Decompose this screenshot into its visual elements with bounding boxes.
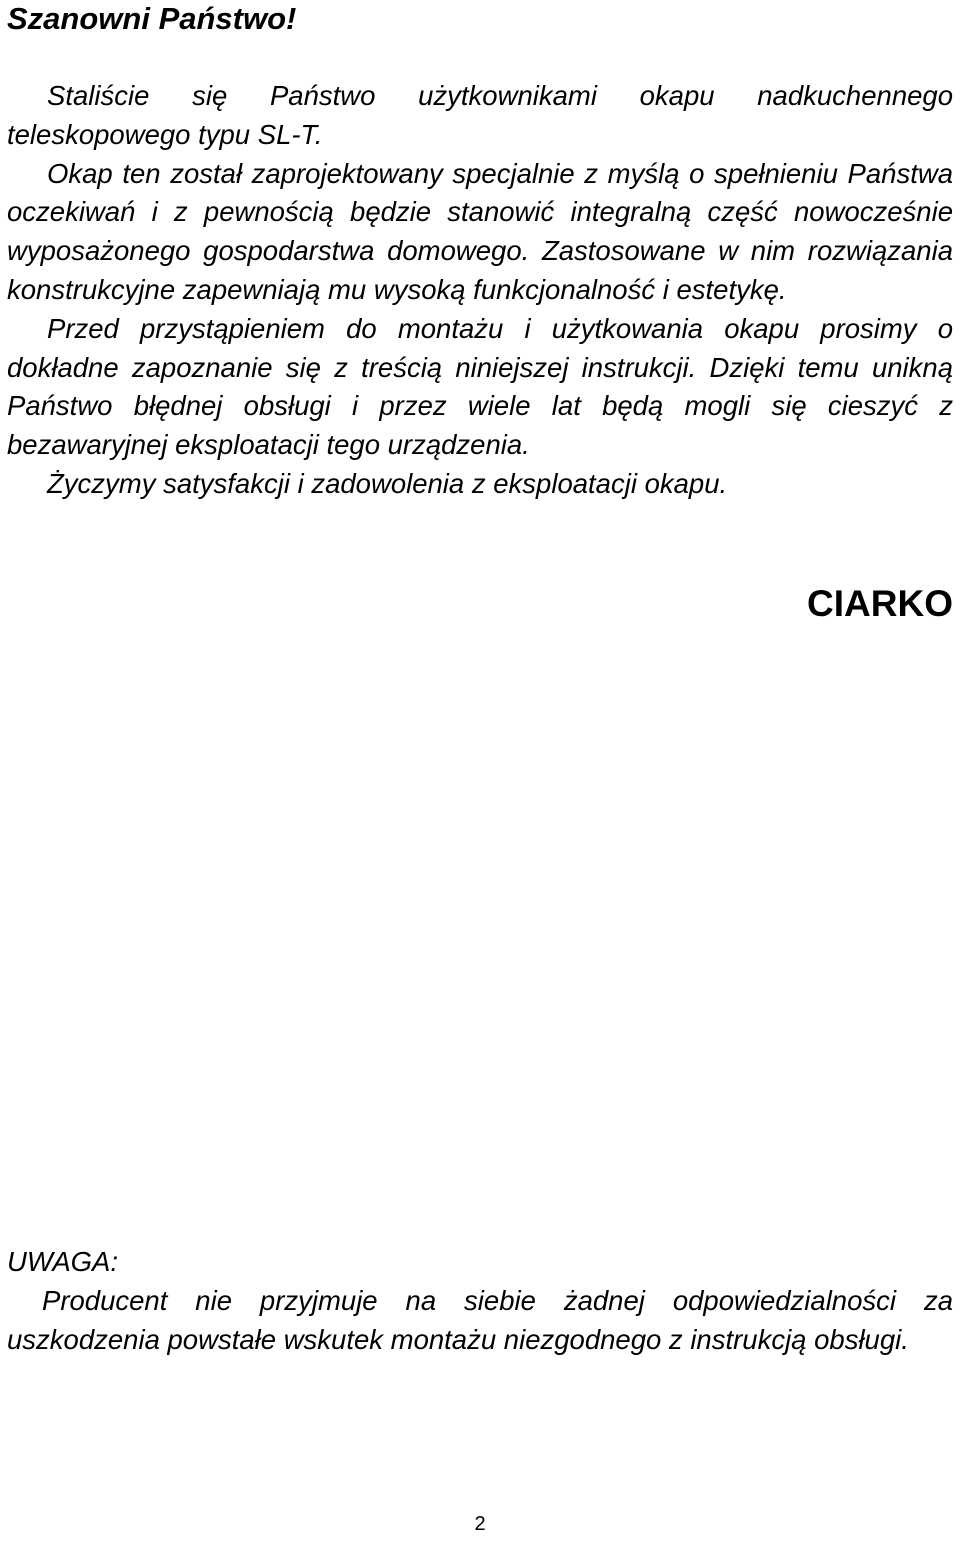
paragraph-design: Okap ten został zaprojektowany specjalnie z myślą o spełnieniu Państwa oczekiwań i z pewnością będzie stanowić integralną część nowocześnie wyposażonego gospodarstwa domowego. Zastosowane w nim rozwiązania konstrukcyjne zapewniają mu wysoką funkcjonalność i estetykę. <box>7 157 953 305</box>
warning-text: Producent nie przyjmuje na siebie żadnej odpowiedzialności za uszkodzenia powstałe wskutek montażu niezgodnego z instrukcją obsługi. <box>7 1285 953 1355</box>
page-number: 2 <box>474 1513 486 1535</box>
intro-text <box>7 77 953 504</box>
warning-label: UWAGA: <box>7 1246 119 1277</box>
paragraph-users: Staliście się Państwo użytkownikami okapu nadkuchennego teleskopowego typu SL-T. <box>7 80 953 150</box>
paragraph-wishes: Życzymy satysfakcji i zadowolenia z eksploatacji okapu. <box>47 467 728 499</box>
paragraph-instructions: Przed przystąpieniem do montażu i użytkowania okapu prosimy o dokładne zapoznanie się z treścią niniejszej instrukcji. Dzięki temu unikną Państwo błędnej obsługi i przez wiele lat będą mogli się cieszyć z bezawaryjnej eksploatacji tego urządzenia. <box>7 312 953 461</box>
greeting-heading: Szanowni Państwo! <box>7 1 297 36</box>
company-signature: CIARKO <box>807 583 953 624</box>
